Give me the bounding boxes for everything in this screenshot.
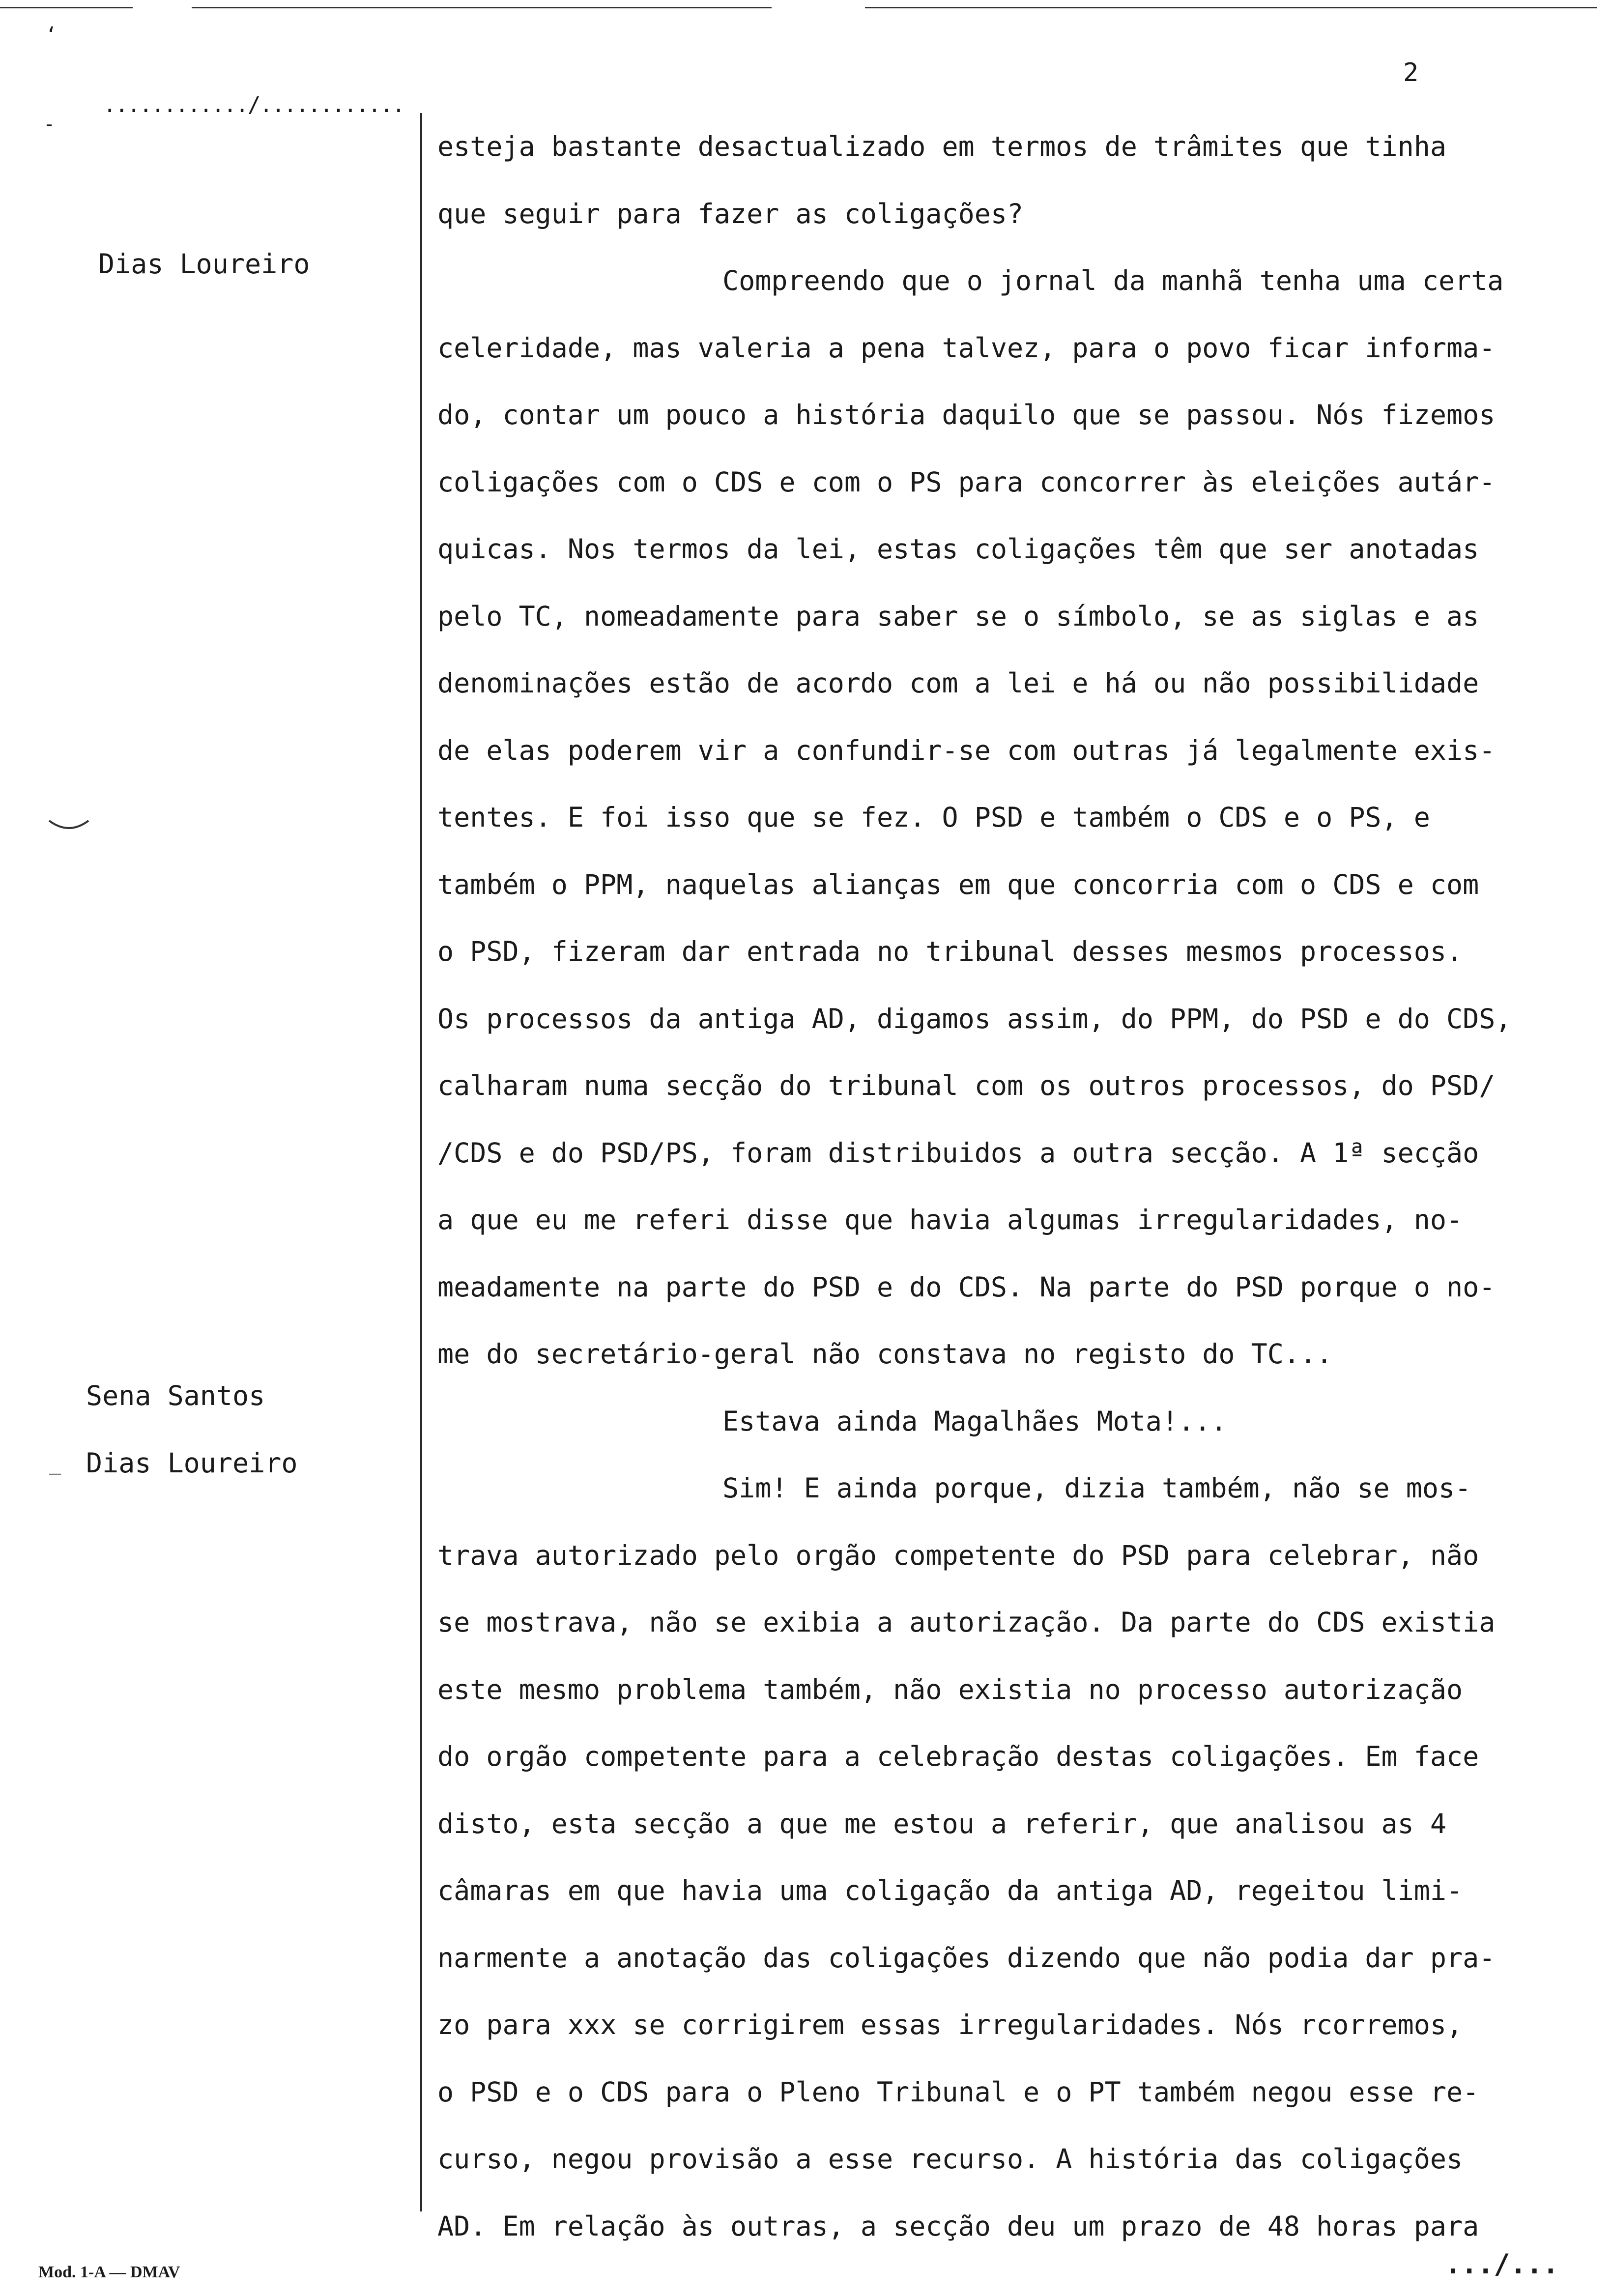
reference-number: ............/............ <box>103 92 404 117</box>
text-line: que seguir para fazer as coligações? <box>437 198 1024 230</box>
text-line: Sim! E ainda porque, dizia também, não se mos- <box>722 1472 1471 1504</box>
margin-mark-top: ‘ <box>45 24 58 46</box>
continuation-mark: .../... <box>1445 2248 1559 2280</box>
text-line: Os processos da antiga AD, digamos assim, do PPM, do PSD e do CDS, <box>437 1003 1512 1034</box>
top-rule-right <box>865 7 1597 8</box>
text-line: o PSD, fizeram dar entrada no tribunal desses mesmos processos. <box>437 936 1463 967</box>
text-line: celeridade, mas valeria a pena talvez, para o povo ficar informa- <box>437 332 1496 364</box>
text-line: pelo TC, nomeadamente para saber se o símbolo, se as siglas e as <box>437 600 1479 632</box>
text-line: esteja bastante desactualizado em termos de trâmites que tinha <box>437 131 1446 162</box>
text-line: zo para xxx se corrigirem essas irregularidades. Nós rcorremos, <box>437 2009 1463 2040</box>
text-line: do orgão competente para a celebração destas coligações. Em face <box>437 1741 1479 1772</box>
margin-mark-dot: - <box>43 113 56 136</box>
text-line: narmente a anotação das coligações dizendo que não podia dar pra- <box>437 1942 1496 1974</box>
margin-tick: _ <box>49 1452 61 1475</box>
speaker-label: Dias Loureiro <box>86 1447 298 1479</box>
text-line: a que eu me referi disse que havia algumas irregularidades, no- <box>437 1204 1463 1235</box>
text-line: Compreendo que o jornal da manhã tenha uma certa <box>722 265 1504 296</box>
speaker-label: Sena Santos <box>86 1380 265 1411</box>
text-line: quicas. Nos termos da lei, estas coligações têm que ser anotadas <box>437 533 1479 565</box>
top-rule-center <box>192 7 772 8</box>
text-line: o PSD e o CDS para o Pleno Tribunal e o PT também negou esse re- <box>437 2076 1479 2108</box>
page-number: 2 <box>1403 58 1419 87</box>
text-line: meadamente na parte do PSD e do CDS. Na parte do PSD porque o no- <box>437 1271 1496 1303</box>
text-line: calharam numa secção do tribunal com os outros processos, do PSD/ <box>437 1070 1496 1101</box>
text-line: curso, negou provisão a esse recurso. A história das coligações <box>437 2143 1463 2175</box>
top-rule-left <box>0 7 133 8</box>
text-line: de elas poderem vir a confundir-se com outras já legalmente exis- <box>437 734 1496 766</box>
text-line: se mostrava, não se exibia a autorização. Da parte do CDS existia <box>437 1607 1496 1638</box>
text-line: do, contar um pouco a história daquilo que se passou. Nós fizemos <box>437 399 1496 430</box>
text-line: também o PPM, naquelas alianças em que concorria com o CDS e com <box>437 868 1479 900</box>
text-line: tentes. E foi isso que se fez. O PSD e também o CDS e o PS, e <box>437 802 1430 833</box>
text-line: trava autorizado pelo orgão competente do PSD para celebrar, não <box>437 1539 1479 1571</box>
speaker-label: Dias Loureiro <box>98 248 310 280</box>
text-line: denominações estão de acordo com a lei e há ou não possibilidade <box>437 667 1479 699</box>
transcript-body <box>437 113 1602 2260</box>
text-line: coligações com o CDS e com o PS para concorrer às eleições autár- <box>437 466 1496 498</box>
text-line: câmaras em que havia uma coligação da antiga AD, regeitou limi- <box>437 1875 1463 1906</box>
text-line: AD. Em relação às outras, a secção deu um prazo de 48 horas para <box>437 2210 1479 2242</box>
margin-pencil-mark <box>47 816 91 835</box>
text-line: este mesmo problema também, não existia no processo autorização <box>437 1673 1463 1705</box>
text-line: /CDS e do PSD/PS, foram distribuidos a outra secção. A 1ª secção <box>437 1137 1479 1169</box>
form-code: Mod. 1-A — DMAV <box>38 2263 180 2281</box>
text-line: me do secretário-geral não constava no registo do TC... <box>437 1338 1333 1370</box>
text-line: Estava ainda Magalhães Mota!... <box>722 1405 1227 1437</box>
column-divider <box>420 113 422 2211</box>
text-line: disto, esta secção a que me estou a referir, que analisou as 4 <box>437 1808 1446 1839</box>
